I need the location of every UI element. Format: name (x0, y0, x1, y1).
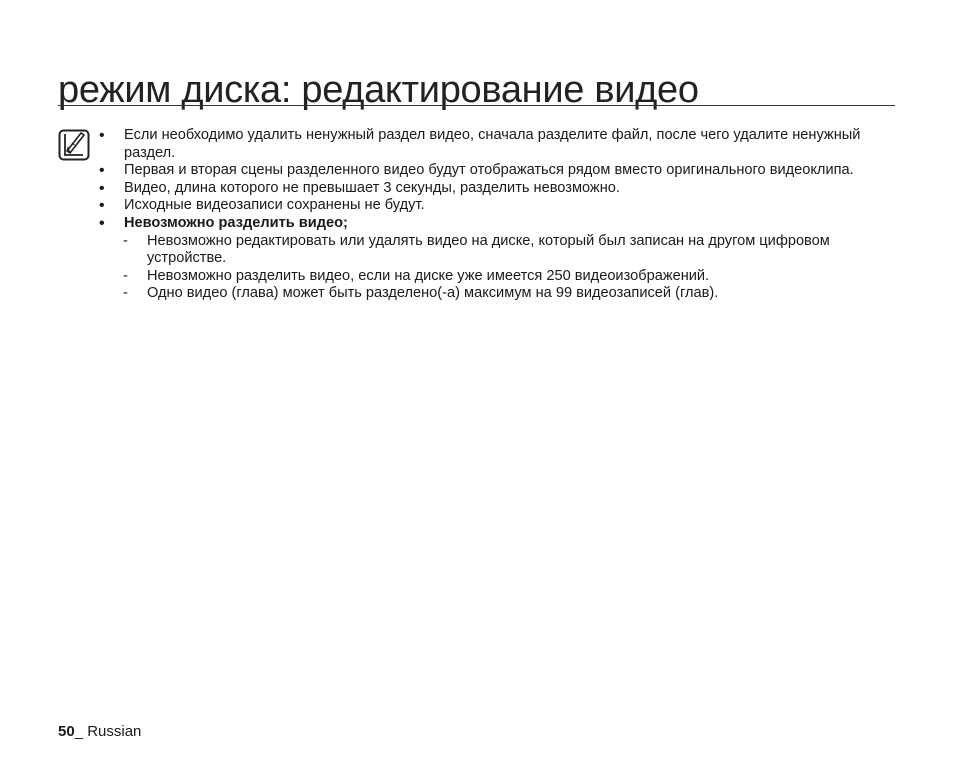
page-footer (58, 723, 141, 741)
list-item: • Видео, длина которого не превышает 3 секунды, разделить невозможно. (99, 180, 899, 198)
restrictions-heading: Невозможно разделить видео; (124, 214, 348, 231)
list-item: • Исходные видеозаписи сохранены не будут. (99, 197, 899, 215)
sub-list-item: - Одно видео (глава) может быть разделено(-а) максимум на 99 видеозаписей (глав). (99, 285, 899, 303)
title-underline (58, 105, 895, 106)
list-item-restrictions-heading (99, 215, 899, 233)
note-content (99, 127, 899, 303)
page-title: режим диска: редактирование видео (58, 69, 699, 111)
footer-language: Russian (87, 723, 142, 740)
page-number: 50 (58, 723, 75, 740)
restrictions-sub-list (99, 233, 899, 303)
list-item: • Если необходимо удалить ненужный раздел видео, сначала разделите файл, после чего удалите ненужный раздел. (99, 127, 899, 162)
footer-separator: _ (74, 723, 88, 740)
sub-list-item: - Невозможно редактировать или удалять видео на диске, который был записан на другом цифровом устройстве. (99, 233, 899, 268)
sub-list-item: - Невозможно разделить видео, если на диске уже имеется 250 видеоизображений. (99, 268, 899, 286)
note-bullet-list (99, 127, 899, 233)
note-pencil-icon (58, 129, 90, 161)
list-item: • Первая и вторая сцены разделенного видео будут отображаться рядом вместо оригинального видеоклипа. (99, 162, 899, 180)
